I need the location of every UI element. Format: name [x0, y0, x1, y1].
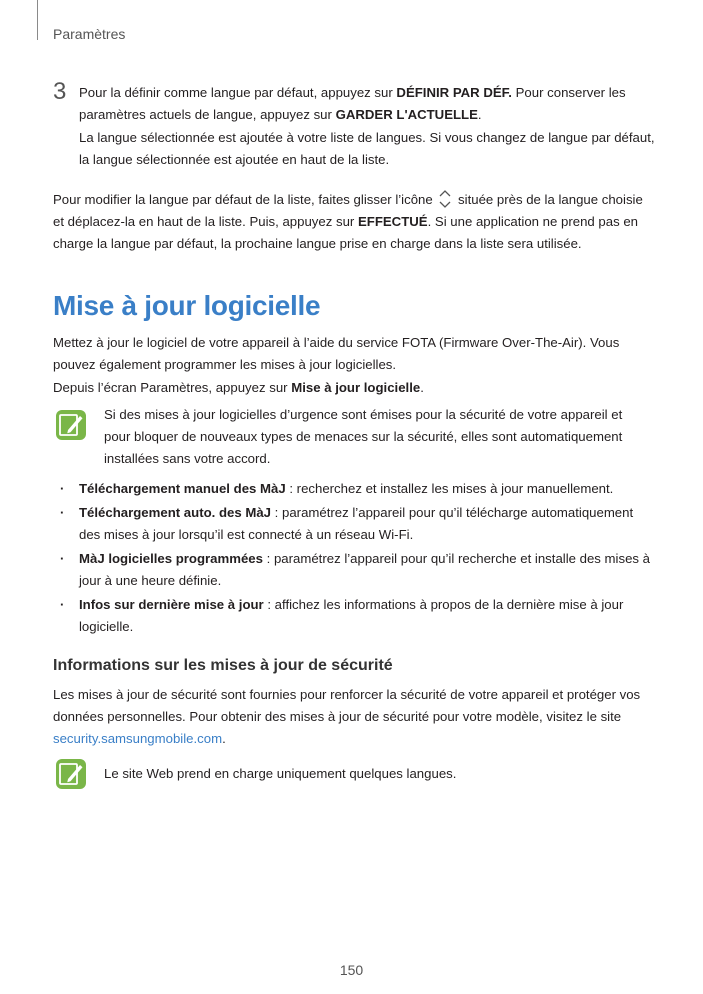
effectue-term: EFFECTUÉ	[357, 214, 428, 229]
list-item: · Téléchargement auto. des MàJ : paramétrez l’appareil pour qu’il télécharge automatiquement des mises à jour lorsqu’il est connecté à un réseau Wi-Fi.	[53, 502, 653, 546]
section-title: Mise à jour logicielle	[53, 290, 321, 321]
note-pencil-icon	[55, 409, 87, 441]
reorder-chevron-icon	[438, 189, 452, 209]
security-site-link[interactable]: security.samsungmobile.com	[53, 731, 223, 746]
garder-actuelle-term: GARDER L'ACTUELLE	[335, 107, 478, 122]
step-3-note-paragraph: La langue sélectionnée est ajoutée à votre liste de langues. Si vous changez de langue par défaut, la langue sélectionnée est ajoutée en haut de la liste.	[79, 130, 655, 167]
list-item: · Téléchargement manuel des MàJ : recherchez et installez les mises à jour manuellement.	[53, 478, 653, 500]
note-pencil-icon	[55, 758, 87, 790]
definir-par-def-term: DÉFINIR PAR DÉF.	[396, 85, 512, 100]
step-3-paragraph: Pour la définir comme langue par défaut, appuyez sur DÉFINIR PAR DÉF. Pour conserver les paramètres actuels de langue, appuyez sur GARDER L'ACTUELLE.	[79, 85, 626, 122]
header-title: Paramètres	[53, 26, 126, 42]
settings-path: Depuis l’écran Paramètres, appuyez sur Mise à jour logicielle.	[53, 380, 424, 395]
path-term: Mise à jour logicielle	[291, 380, 421, 395]
reorder-paragraph: Pour modifier la langue par défaut de la liste, faites glisser l’icône située près de la langue choisie et déplacez-la en haut de la liste. Puis, appuyez sur EFFECTUÉ. Si une application ne prend pas en charge la langue par défaut, la prochaine langue prise en charge dans la liste sera utilisée.	[53, 189, 653, 255]
list-item: · MàJ logicielles programmées : paramétrez l’appareil pour qu’il recherche et installe des mises à jour à une heure définie.	[53, 548, 653, 592]
step-number: 3	[53, 78, 67, 105]
security-paragraph: Les mises à jour de sécurité sont fournies pour renforcer la sécurité de votre appareil et protéger vos données personnelles. Pour obtenir des mises à jour de sécurité pour votre modèle, visitez le site security.samsungmobile.com.	[53, 687, 641, 746]
security-subtitle: Informations sur les mises à jour de sécurité	[53, 657, 393, 674]
list-item: · Infos sur dernière mise à jour : affichez les informations à propos de la dernière mise à jour logicielle.	[53, 594, 653, 638]
update-options-list	[53, 478, 653, 640]
section-intro: Mettez à jour le logiciel de votre appareil à l’aide du service FOTA (Firmware Over-The-Air). Vous pouvez également programmer les mises à jour logicielles.	[53, 335, 620, 372]
header-rule	[37, 0, 38, 40]
note-site-languages: Le site Web prend en charge uniquement quelques langues.	[104, 766, 457, 781]
note-emergency-updates: Si des mises à jour logicielles d’urgence sont émises pour la sécurité de votre appareil et pour bloquer de nouveaux types de menaces sur la sécurité, elles sont automatiquement installées sans votre accord.	[104, 407, 623, 466]
page-number: 150	[339, 962, 364, 978]
